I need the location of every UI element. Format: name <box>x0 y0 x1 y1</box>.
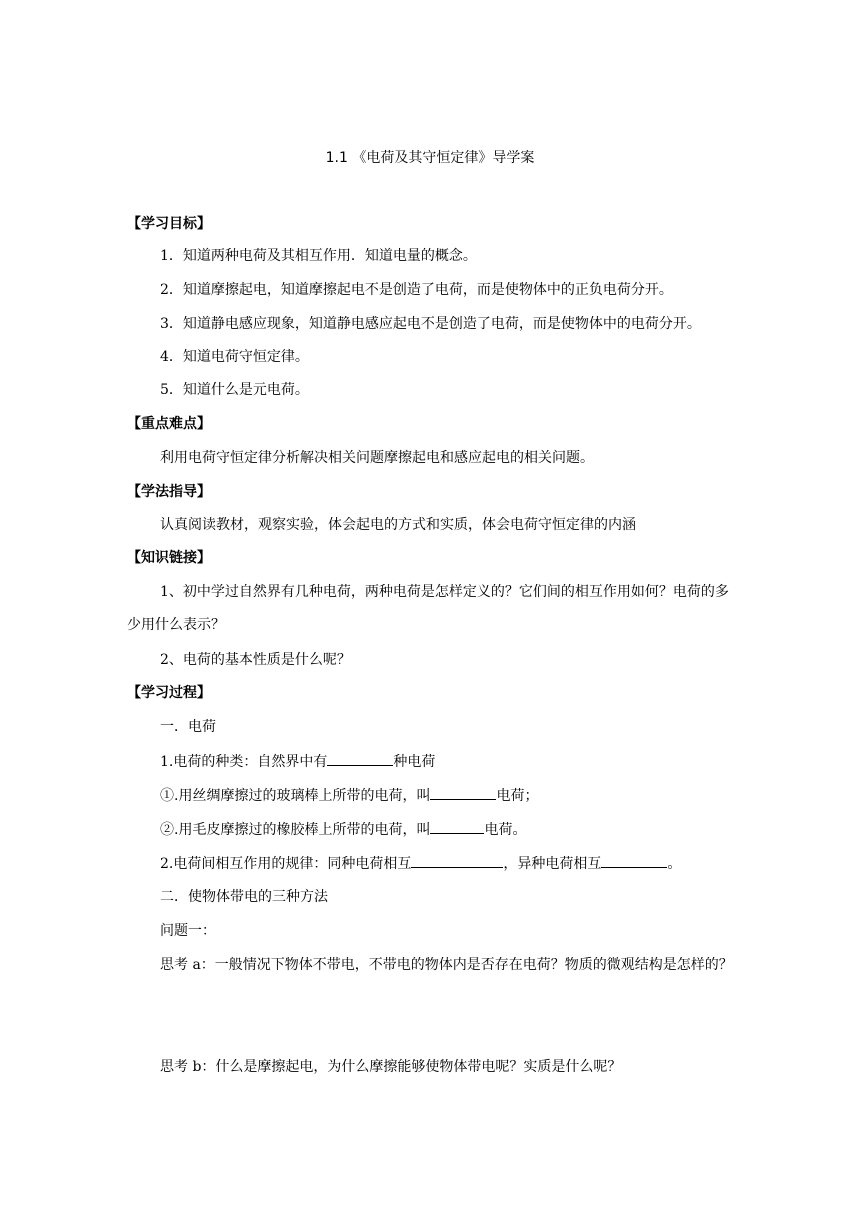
document-title: 1.1 《电荷及其守恒定律》导学案 <box>325 150 535 166</box>
key-points-text: 利用电荷守恒定律分析解决相关问题摩擦起电和感应起电的相关问题。 <box>160 450 594 466</box>
glass-rod-line <box>160 785 538 806</box>
rubber-rod-blank[interactable] <box>430 819 484 834</box>
charge-types-line <box>160 751 435 772</box>
goals-heading: 【学习目标】 <box>127 216 211 232</box>
knowledge-question-2: 2、电荷的基本性质是什么呢？ <box>160 652 351 668</box>
interaction-rule-prefix: 2.电荷间相互作用的规律：同种电荷相互 <box>160 856 412 872</box>
same-charge-blank[interactable] <box>411 853 503 868</box>
goal-item-3: 3．知道静电感应现象，知道静电感应起电不是创造了电荷，而是使物体中的电荷分开。 <box>160 316 701 332</box>
goal-item-5: 5．知道什么是元电荷。 <box>160 382 309 398</box>
rubber-rod-line <box>160 819 526 840</box>
interaction-rule-suffix: 。 <box>667 856 682 872</box>
interaction-rule-line <box>160 853 681 874</box>
question-one-label: 问题一： <box>160 923 216 939</box>
method-heading: 【学法指导】 <box>127 484 211 500</box>
charge-types-blank[interactable] <box>327 751 393 766</box>
knowledge-question-1: 1、初中学过自然界有几种电荷，两种电荷是怎样定义的？它们间的相互作用如何？电荷的多少用什么表示？ <box>127 584 729 633</box>
rubber-rod-prefix: ②.用毛皮摩擦过的橡胶棒上所带的电荷，叫 <box>160 822 431 838</box>
goal-item-2: 2．知道摩擦起电，知道摩擦起电不是创造了电荷，而是使物体中的正负电荷分开。 <box>160 282 673 298</box>
key-points-heading: 【重点难点】 <box>127 416 211 432</box>
charge-types-suffix: 种电荷 <box>393 754 436 770</box>
glass-rod-prefix: ①.用丝绸摩擦过的玻璃棒上所带的电荷，叫 <box>160 788 431 804</box>
knowledge-link-heading: 【知识链接】 <box>127 550 211 566</box>
glass-rod-blank[interactable] <box>430 785 496 800</box>
rubber-rod-suffix: 电荷。 <box>484 822 527 838</box>
part2-title: 二．使物体带电的三种方法 <box>160 889 328 905</box>
glass-rod-suffix: 电荷； <box>496 788 539 804</box>
part1-title: 一．电荷 <box>160 719 216 735</box>
think-b-question: 思考 b：什么是摩擦起电，为什么摩擦能够使物体带电呢？实质是什么呢？ <box>160 1059 622 1075</box>
opposite-charge-blank[interactable] <box>601 853 667 868</box>
process-heading: 【学习过程】 <box>127 685 211 701</box>
think-a-question: 思考 a：一般情况下物体不带电，不带电的物体内是否存在电荷？物质的微观结构是怎样的？ <box>160 957 733 973</box>
goal-item-1: 1．知道两种电荷及其相互作用．知道电量的概念。 <box>160 248 477 264</box>
goal-item-4: 4．知道电荷守恒定律。 <box>160 349 309 365</box>
method-text: 认真阅读教材，观察实验，体会起电的方式和实质，体会电荷守恒定律的内涵 <box>160 517 636 533</box>
interaction-rule-middle: ，异种电荷相互 <box>503 856 602 872</box>
charge-types-prefix: 1.电荷的种类：自然界中有 <box>160 754 328 770</box>
